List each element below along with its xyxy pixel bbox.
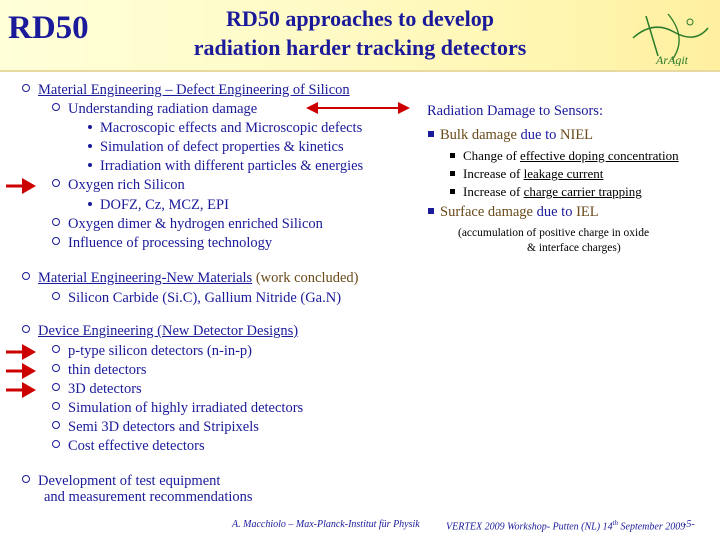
square-bullet-icon	[428, 208, 434, 214]
square-bullet-icon	[450, 171, 455, 176]
understanding-item: Understanding radiation damage	[52, 101, 257, 118]
square-bullet-icon	[428, 131, 434, 137]
bullet-icon	[52, 402, 60, 410]
irradiation-item: Irradiation with different particles & energies	[88, 158, 363, 175]
bullet-icon	[52, 364, 60, 372]
new-materials-heading: Material Engineering-New Materials (work concluded)	[22, 270, 359, 287]
header-divider	[0, 70, 720, 72]
surface-damage-item: Surface damage due to IEL	[428, 204, 599, 221]
surface-note-line-1: (accumulation of positive charge in oxide	[458, 227, 650, 239]
red-arrow-icon	[6, 382, 36, 398]
double-arrow-icon	[306, 101, 410, 115]
doping-item: Change of effective doping concentration	[450, 148, 679, 164]
device-item: p-type silicon detectors (n-in-p)	[52, 343, 252, 360]
bullet-icon	[52, 103, 60, 111]
device-engineering-heading: Device Engineering (New Detector Designs)	[22, 323, 298, 340]
bulk-damage-item: Bulk damage due to NIEL	[428, 127, 593, 144]
device-item: Cost effective detectors	[52, 438, 205, 455]
leakage-item: Increase of leakage current	[450, 166, 603, 182]
radiation-damage-heading: Radiation Damage to Sensors:	[427, 103, 603, 119]
device-item: thin detectors	[52, 362, 147, 379]
new-materials-item: Silicon Carbide (Si.C), Gallium Nitride (Ga.N)	[52, 290, 341, 307]
bullet-icon	[52, 292, 60, 300]
bullet-icon	[52, 237, 60, 245]
square-bullet-icon	[450, 153, 455, 158]
footer-event: VERTEX 2009 Workshop- Putten (NL) 14th September 2009	[446, 519, 686, 533]
bullet-icon	[52, 421, 60, 429]
rd50-logo-text: RD50	[8, 10, 89, 46]
red-arrow-icon	[6, 363, 36, 379]
ararat-logo-text: ArAgit	[656, 53, 688, 66]
footer-page-number: -5-	[683, 519, 695, 530]
dimer-item: Oxygen dimer & hydrogen enriched Silicon	[52, 216, 323, 233]
simulation-item: Simulation of defect properties & kinetics	[88, 139, 344, 156]
surface-note-line-2: & interface charges)	[527, 242, 621, 254]
bullet-icon	[22, 475, 30, 483]
bullet-icon	[52, 345, 60, 353]
dot-icon	[88, 144, 92, 148]
bullet-icon	[52, 440, 60, 448]
slide-title-line-1: RD50 approaches to develop	[226, 6, 494, 31]
influence-item: Influence of processing technology	[52, 235, 272, 252]
macro-item: Macroscopic effects and Microscopic defects	[88, 120, 362, 137]
dot-icon	[88, 202, 92, 206]
device-item: Simulation of highly irradiated detectors	[52, 400, 303, 417]
dofz-item: DOFZ, Cz, MCZ, EPI	[88, 197, 229, 214]
ararat-logo-icon	[628, 8, 712, 66]
dot-icon	[88, 163, 92, 167]
bullet-icon	[52, 179, 60, 187]
red-arrow-icon	[6, 344, 36, 360]
square-bullet-icon	[450, 189, 455, 194]
slide-title	[150, 4, 570, 62]
bullet-icon	[22, 84, 30, 92]
footer-author: A. Macchiolo – Max-Planck-Institut für Physik	[232, 519, 420, 530]
bullet-icon	[22, 325, 30, 333]
bullet-icon	[22, 272, 30, 280]
oxygen-item: Oxygen rich Silicon	[52, 177, 185, 194]
trapping-item: Increase of charge carrier trapping	[450, 184, 642, 200]
device-item: 3D detectors	[52, 381, 142, 398]
bullet-icon	[52, 383, 60, 391]
bullet-icon	[52, 218, 60, 226]
dot-icon	[88, 125, 92, 129]
red-arrow-icon	[6, 178, 36, 194]
device-item: Semi 3D detectors and Stripixels	[52, 419, 259, 436]
test-equipment-item: Development of test equipment	[22, 473, 220, 490]
material-engineering-heading: Material Engineering – Defect Engineering of Silicon	[22, 82, 350, 99]
test-equipment-line-2: and measurement recommendations	[44, 489, 253, 505]
slide-title-line-2: radiation harder tracking detectors	[193, 35, 527, 60]
